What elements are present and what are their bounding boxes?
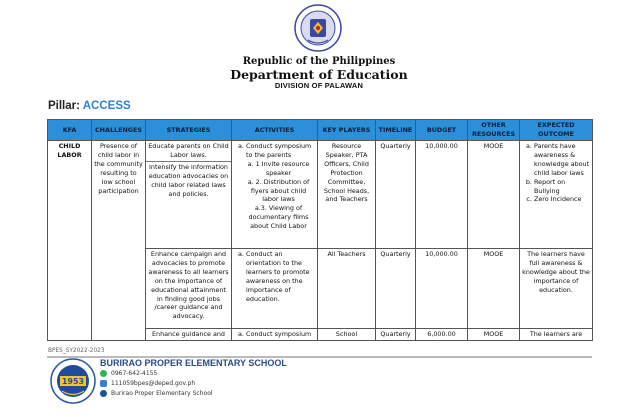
deped-seal-logo bbox=[294, 4, 342, 52]
activity-subitem: a.3. Viewing of documentary films about Child Labor bbox=[248, 204, 309, 231]
col-header-challenges: CHALLENGES bbox=[92, 120, 146, 141]
outcome-cell bbox=[520, 141, 593, 249]
col-header-timeline: TIMELINE bbox=[376, 120, 416, 141]
republic-heading: Republic of the Philippines bbox=[242, 56, 396, 67]
resources-cell: MOOE bbox=[468, 329, 520, 341]
phone-text: 0967-642-4155 bbox=[111, 370, 158, 377]
pillar-value: ACCESS bbox=[82, 100, 131, 112]
timeline-cell: Quarterly bbox=[376, 141, 416, 249]
email-icon bbox=[100, 380, 107, 387]
contact-email bbox=[100, 380, 195, 387]
outcome-item: b. Report on Bullying bbox=[534, 178, 590, 196]
budget-cell: 6,000.00 bbox=[416, 329, 468, 341]
challenge-cell: Presence of child labor in the community resulting to low school participation bbox=[92, 141, 146, 341]
facebook-text: Burirao Proper Elementary School bbox=[111, 390, 213, 397]
activity-item: a. Conduct an orientation to the learners to promote awareness on the importance of education. bbox=[246, 250, 315, 303]
activity-item: a. Conduct symposium bbox=[246, 330, 315, 339]
col-header-strategies: STRATEGIES bbox=[146, 120, 232, 141]
pillar-title bbox=[48, 100, 131, 112]
strategy-cell: Enhance guidance and bbox=[146, 329, 232, 341]
activity-item bbox=[246, 142, 315, 160]
outcome-item: a. Parents have awareness & knowledge about child labor laws bbox=[534, 142, 590, 178]
pillar-label: Pillar: bbox=[48, 100, 80, 112]
outcome-cell: The learners have full awareness & knowledge about the importance of education. bbox=[520, 249, 593, 329]
timeline-cell: Quarterly bbox=[376, 249, 416, 329]
outcome-cell: The learners are bbox=[520, 329, 593, 341]
phone-icon bbox=[100, 370, 107, 377]
timeline-cell: Quarterly bbox=[376, 329, 416, 341]
col-header-expected-outcome: EXPECTED OUTCOME bbox=[520, 120, 593, 141]
activity-cell bbox=[232, 141, 318, 249]
activity-subitem: a. 2. Distribution of flyers about child labor laws bbox=[247, 177, 310, 204]
col-header-budget: BUDGET bbox=[416, 120, 468, 141]
contact-phone bbox=[100, 370, 157, 377]
activity-text: Conduct symposium to the parents bbox=[246, 142, 312, 159]
school-logo-year: 1953 bbox=[61, 377, 85, 386]
facebook-icon bbox=[100, 390, 107, 397]
col-header-kfa: KFA bbox=[48, 120, 92, 141]
resources-cell: MOOE bbox=[468, 249, 520, 329]
col-header-key-players: KEY PLAYERS bbox=[318, 120, 376, 141]
strategy-cell: Enhance campaign and advocacies to promote awareness to all learners on the importance of educational attainment in finding good jobs /career guidance and advocacy. bbox=[146, 249, 232, 329]
strategy-text: Intensify the information education advocacies on child labor related laws and policies. bbox=[148, 162, 229, 198]
action-plan-table bbox=[47, 119, 593, 341]
strategy-cell bbox=[146, 141, 232, 249]
col-header-other-resources: OTHER RESOURCES bbox=[468, 120, 520, 141]
email-text: 111059bpes@deped.gov.ph bbox=[111, 380, 196, 387]
division-heading: DIVISION OF PALAWAN bbox=[274, 81, 364, 90]
school-logo bbox=[50, 358, 96, 404]
activity-cell bbox=[232, 329, 318, 341]
kfa-cell: CHILD LABOR bbox=[48, 141, 92, 341]
school-name: BURIRAO PROPER ELEMENTARY SCHOOL bbox=[100, 358, 287, 368]
key-players-cell: All Teachers bbox=[318, 249, 376, 329]
table-row bbox=[48, 141, 593, 249]
contact-facebook bbox=[100, 390, 213, 397]
budget-cell: 10,000.00 bbox=[416, 249, 468, 329]
key-players-cell: School bbox=[318, 329, 376, 341]
col-header-activities: ACTIVITIES bbox=[232, 120, 318, 141]
activity-subitem: a. 1 Invite resource speaker bbox=[247, 159, 310, 177]
document-id: BPES_SY2022-2023 bbox=[48, 348, 105, 354]
resources-cell: MOOE bbox=[468, 141, 520, 249]
table-header-row bbox=[48, 120, 593, 141]
department-heading: Department of Education bbox=[230, 67, 408, 82]
budget-cell: 10,000.00 bbox=[416, 141, 468, 249]
key-players-cell: Resource Speaker, PTA Officers, Child Protection Committee, School Heads, and Teachers bbox=[318, 141, 376, 249]
outcome-item: c. Zero Incidence bbox=[534, 195, 590, 204]
strategy-text: Educate parents on Child Labor laws. bbox=[148, 142, 229, 159]
activity-cell bbox=[232, 249, 318, 329]
